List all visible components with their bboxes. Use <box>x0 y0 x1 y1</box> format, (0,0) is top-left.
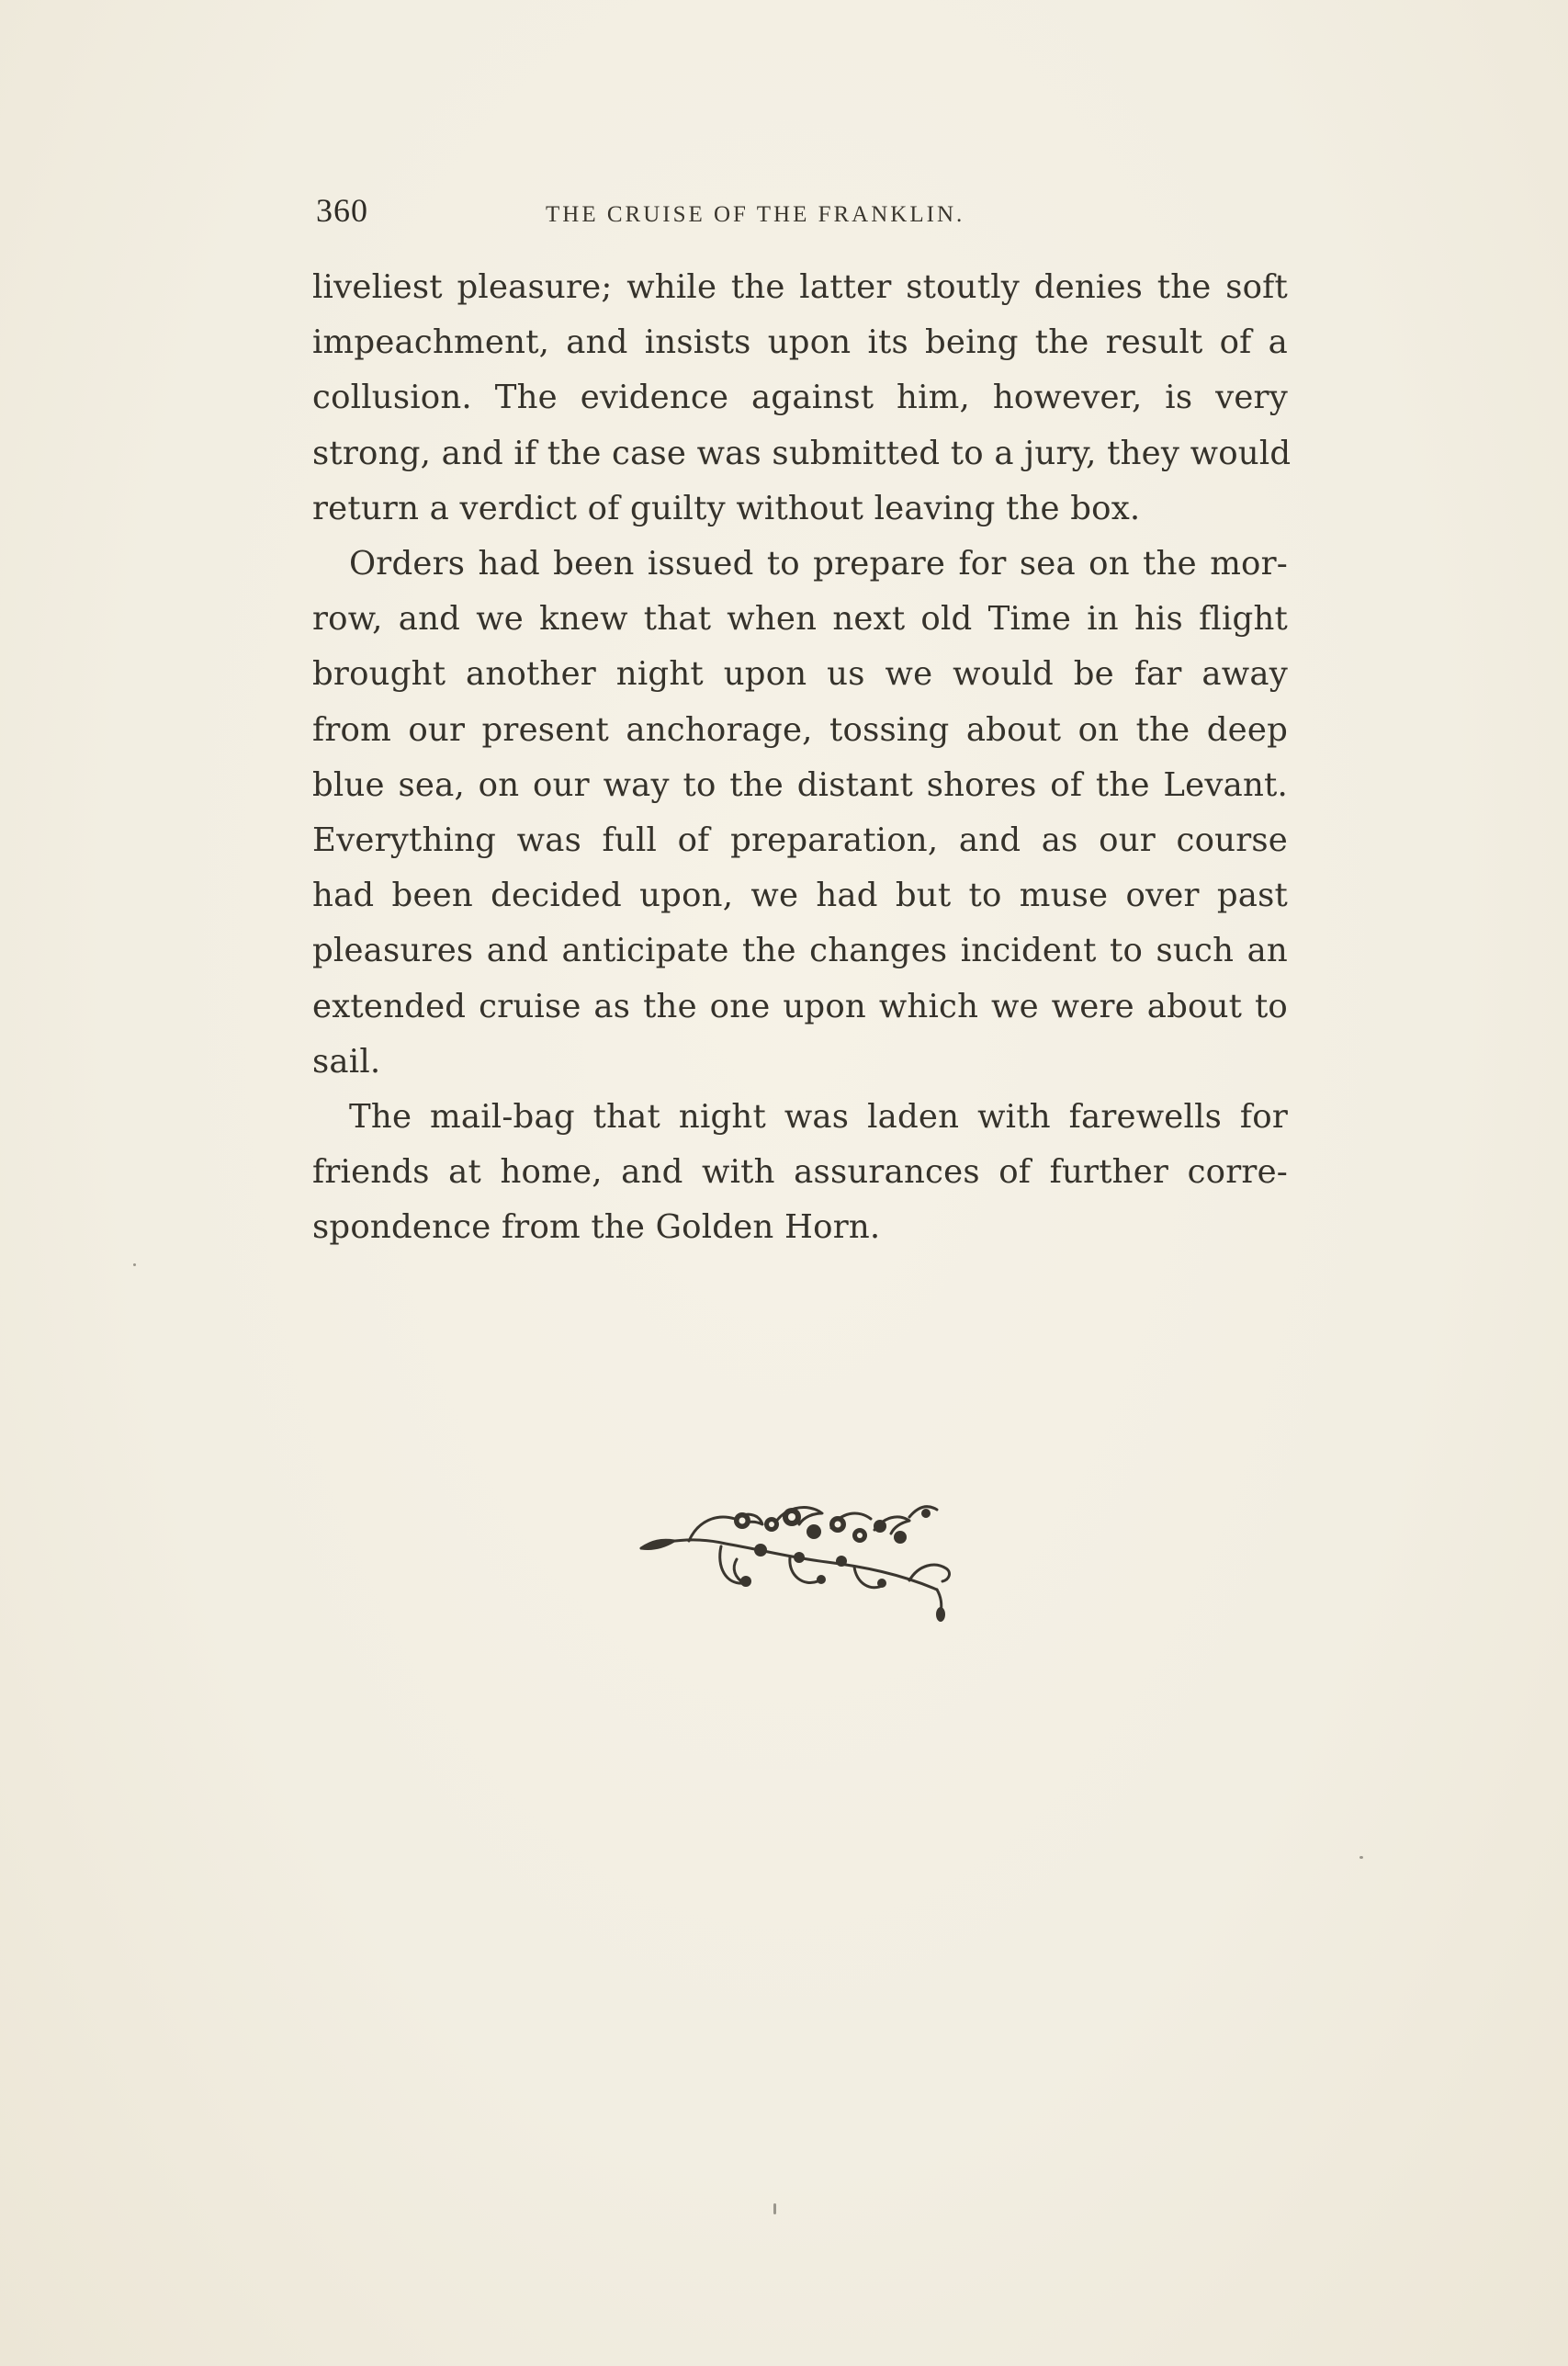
paper-speck <box>1359 1856 1363 1859</box>
paragraph-2 <box>312 537 1288 1090</box>
text-line: friends at home, and with assurances of further corre- <box>312 1153 1288 1192</box>
text-line: pleasures and anticipate the changes incident to such an <box>312 932 1288 970</box>
text-line: blue sea, on our way to the distant shores of the Levant. <box>312 765 1288 804</box>
text-line: extended cruise as the one upon which we were about to <box>312 987 1288 1025</box>
page-number: 360 <box>316 192 368 229</box>
text-line: impeachment, and insists upon its being the result of a <box>312 323 1288 362</box>
text-line: return a verdict of guilty without leaving the box. <box>312 489 1141 527</box>
paragraph-3 <box>312 1090 1288 1256</box>
paragraph-1 <box>312 260 1292 537</box>
text-line: Everything was full of preparation, and as our course <box>312 821 1288 860</box>
text-line: brought another night upon us we would be far away <box>312 655 1288 694</box>
text-line: collusion. The evidence against him, however, is very <box>312 379 1288 417</box>
page-header <box>316 191 1288 237</box>
text-line: Orders had been issued to prepare for sea on the mor- <box>349 545 1288 583</box>
text-line: liveliest pleasure; while the latter stoutly denies the soft <box>312 268 1288 306</box>
body-text <box>312 260 1292 1256</box>
text-line: The mail-bag that night was laden with farewells for <box>349 1098 1288 1137</box>
text-line: from our present anchorage, tossing about on the deep <box>312 710 1288 749</box>
text-line: row, and we knew that when next old Time in his flight <box>312 600 1288 639</box>
running-title: THE CRUISE OF THE FRANKLIN. <box>546 202 965 227</box>
text-line: strong, and if the case was submitted to a jury, they would <box>312 434 1292 472</box>
text-line: had been decided upon, we had but to muse over past <box>312 877 1288 915</box>
floral-tailpiece-icon <box>634 1493 983 1626</box>
text-line: sail. <box>312 1042 381 1081</box>
paper-speck <box>773 2203 776 2214</box>
paper-speck <box>133 1263 136 1266</box>
text-line: spondence from the Golden Horn. <box>312 1208 881 1247</box>
